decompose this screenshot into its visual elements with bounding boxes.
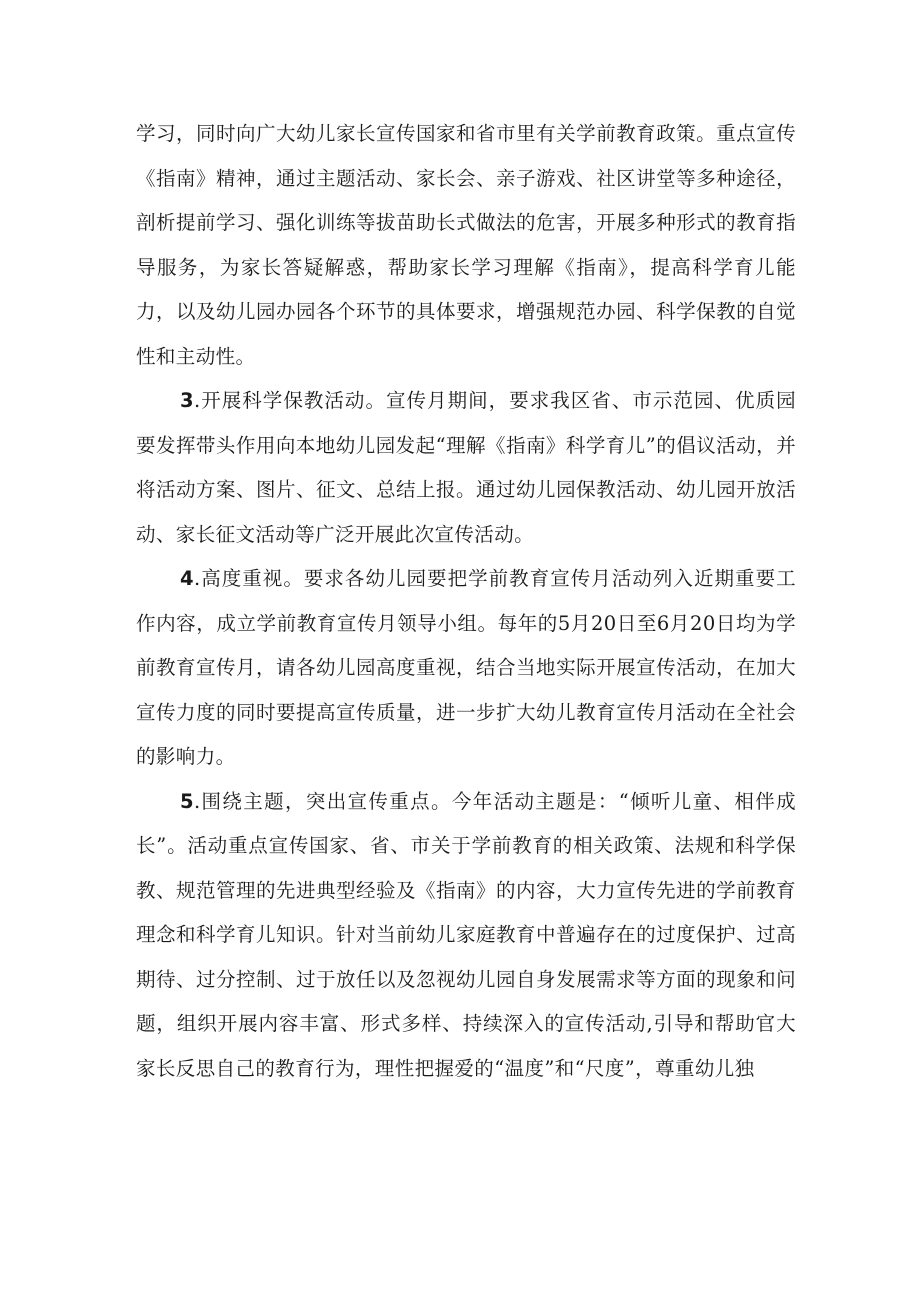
paragraph-3-text: .高度重视。要求各幼儿园要把学前教育宣传月活动列入近期重要工作内容，成立学前教育宣传月领导小组。每年的5月20日至6月20日均为学前教育宣传月，请各幼儿园高度重视，结合当地实际开展宣传活动，在加大宣传力度的同时要提高宣传质量，进一步扩大幼儿教育宣传月活动在全社会的影响力。 [136,567,796,768]
paragraph-3 [136,557,796,780]
paragraph-3-number: 4 [180,567,194,590]
paragraph-4 [136,780,796,1092]
paragraph-2-number: 3 [180,389,194,412]
paragraph-1 [136,112,796,379]
paragraph-2-text: .开展科学保教活动。宣传月期间，要求我区省、市示范园、优质园要发挥带头作用向本地幼儿园发起“理解《指南》科学育儿”的倡议活动，并将活动方案、图片、征文、总结上报。通过幼儿园保教活动、幼儿园开放活动、家长征文活动等广泛开展此次宣传活动。 [136,389,796,546]
paragraph-2 [136,379,796,557]
paragraph-4-number: 5 [180,789,194,813]
paragraph-1-text: 学习，同时向广大幼儿家长宣传国家和省市里有关学前教育政策。重点宣传《指南》精神，通过主题活动、家长会、亲子游戏、社区讲堂等多种途径，剖析提前学习、强化训练等拔苗助长式做法的危害，开展多种形式的教育指导服务，为家长答疑解惑，帮助家长学习理解《指南》，提高科学育儿能力，以及幼儿园办园各个环节的具体要求，增强规范办园、科学保教的自觉性和主动性。 [136,122,796,368]
document-body [136,112,796,1091]
paragraph-4-text: .围绕主题，突出宣传重点。今年活动主题是：“倾听儿童、相伴成长”。活动重点宣传国家、省、市关于学前教育的相关政策、法规和科学保教、规范管理的先进典型经验及《指南》的内容，大力宣传先进的学前教育理念和科学育儿知识。针对当前幼儿家庭教育中普遍存在的过度保护、过高期待、过分控制、过于放任以及忽视幼儿园自身发展需求等方面的现象和问题，组织开展内容丰富、形式多样、持续深入的宣传活动,引导和帮助官大家长反思自己的教育行为，理性把握爱的“温度”和“尺度”，尊重幼儿独 [136,789,796,1080]
